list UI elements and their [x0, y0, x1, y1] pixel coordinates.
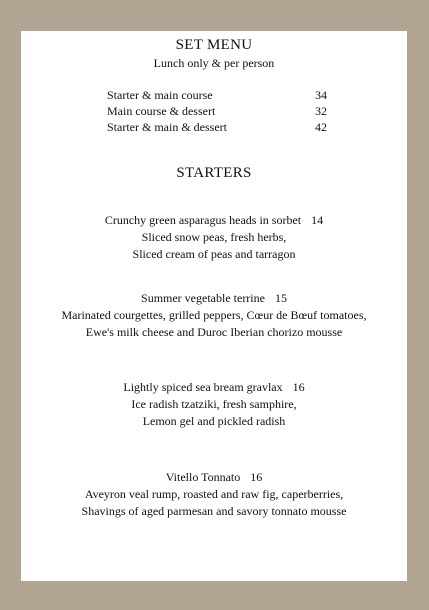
starter-dish	[21, 469, 407, 520]
dish-title-line	[21, 379, 407, 396]
dish-name: Summer vegetable terrine	[141, 291, 265, 305]
dish-description-line: Sliced snow peas, fresh herbs,	[141, 230, 287, 244]
set-menu-option-price: 34	[315, 88, 327, 102]
dish-description-line: Lemon gel and pickled radish	[142, 414, 286, 428]
dish-description-line: Marinated courgettes, grilled peppers, Cœur de Bœuf tomatoes,	[61, 308, 367, 322]
starters-heading: STARTERS	[176, 165, 252, 181]
dish-title-line	[21, 469, 407, 486]
set-menu-option-label: Starter & main course	[107, 88, 213, 102]
dish-name: Crunchy green asparagus heads in sorbet	[104, 213, 302, 227]
set-menu-option	[107, 119, 327, 135]
set-menu-option-label: Starter & main & dessert	[107, 120, 227, 134]
dish-description-line: Aveyron veal rump, roasted and raw fig, caperberries,	[84, 487, 344, 501]
starter-dish	[21, 212, 407, 263]
dish-description-line: Ewe's milk cheese and Duroc Iberian chorizo mousse	[85, 325, 343, 339]
starter-dish	[21, 290, 407, 341]
menu-page	[21, 31, 407, 581]
dish-price: 16	[292, 380, 305, 394]
dish-description-line: Sliced cream of peas and tarragon	[132, 247, 296, 261]
dish-title-line	[21, 212, 407, 229]
set-menu-subtitle: Lunch only & per person	[153, 56, 275, 70]
set-menu-option-label: Main course & dessert	[107, 104, 216, 118]
dish-description-line: Shavings of aged parmesan and savory tonnato mousse	[81, 504, 347, 518]
set-menu-option-price: 42	[315, 120, 327, 134]
dish-description-line: Ice radish tzatziki, fresh samphire,	[131, 397, 297, 411]
set-menu-option-price: 32	[315, 104, 327, 118]
dish-name: Vitello Tonnato	[165, 470, 241, 484]
dish-price: 14	[311, 213, 324, 227]
starter-dish	[21, 379, 407, 430]
dish-title-line	[21, 290, 407, 307]
set-menu-option	[107, 103, 327, 119]
dish-price: 15	[274, 291, 287, 305]
set-menu-title: SET MENU	[175, 37, 253, 53]
set-menu-price-list	[107, 87, 327, 135]
dish-name: Lightly spiced sea bream gravlax	[123, 380, 283, 394]
set-menu-option	[107, 87, 327, 103]
dish-price: 16	[250, 470, 263, 484]
